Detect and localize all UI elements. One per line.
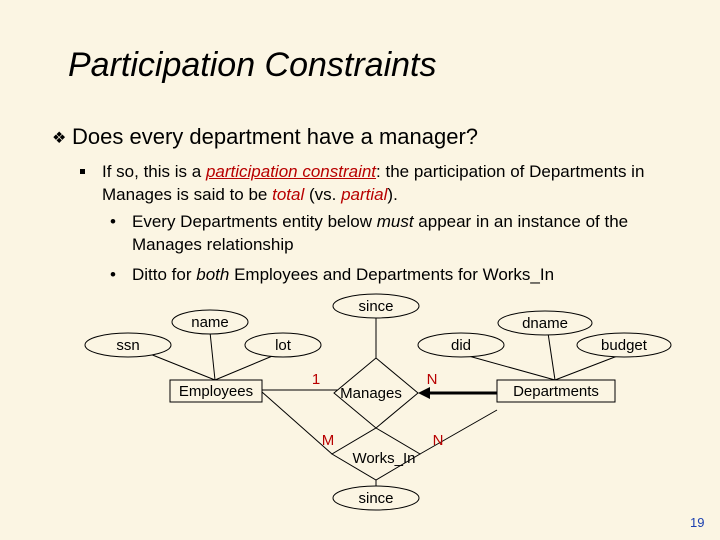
label-worksin: Works_In <box>352 450 416 467</box>
arrowhead-icon <box>418 387 430 399</box>
dot-bullet-icon: • <box>110 265 116 284</box>
page-number: 19 <box>690 515 705 530</box>
label-manages: Manages <box>340 385 402 402</box>
line-dname-departments <box>548 333 555 380</box>
label-departments: Departments <box>513 383 599 400</box>
term-both: both <box>196 265 230 284</box>
label-budget: budget <box>601 337 647 354</box>
term-must: must <box>376 212 414 231</box>
card-m: M <box>321 432 335 449</box>
dot-bullet-icon: • <box>110 212 116 231</box>
line-name-employees <box>210 332 215 380</box>
label-lot: lot <box>275 337 291 354</box>
text-segment: Employees and Departments for Works_In <box>229 265 555 284</box>
text-segment: : the participation of Departments in Manages is said to be <box>102 162 645 204</box>
label-dname: dname <box>522 315 568 332</box>
term-participation-constraint: participation constraint <box>205 162 377 181</box>
label-since-top: since <box>358 298 394 315</box>
term-total: total <box>272 185 305 204</box>
line-did-departments <box>465 355 555 380</box>
bullet-text: Does every department have a manager? <box>72 124 479 149</box>
line-budget-departments <box>555 355 620 380</box>
card-n-manages: N <box>426 371 438 388</box>
text-segment: ). <box>387 185 398 204</box>
term-partial: partial <box>341 185 388 204</box>
text-segment: Ditto for <box>132 265 197 284</box>
label-name: name <box>191 314 229 331</box>
slide-title: Participation Constraints <box>68 46 437 84</box>
diamond-bullet-icon: ❖ <box>52 130 67 147</box>
text-segment: Every Departments entity below <box>132 212 377 231</box>
label-employees: Employees <box>178 383 254 400</box>
label-ssn: ssn <box>116 337 140 354</box>
label-since-bottom: since <box>358 490 394 507</box>
text-segment: If so, this is a <box>102 162 206 181</box>
text-segment: appear in an instance of the Manages relationship <box>132 212 629 254</box>
label-did: did <box>450 337 472 354</box>
card-1: 1 <box>311 371 321 388</box>
line-departments-worksin <box>420 410 497 454</box>
line-ssn-employees <box>145 352 215 380</box>
text-segment: (vs. <box>304 185 342 204</box>
card-n-worksin: N <box>432 432 444 449</box>
